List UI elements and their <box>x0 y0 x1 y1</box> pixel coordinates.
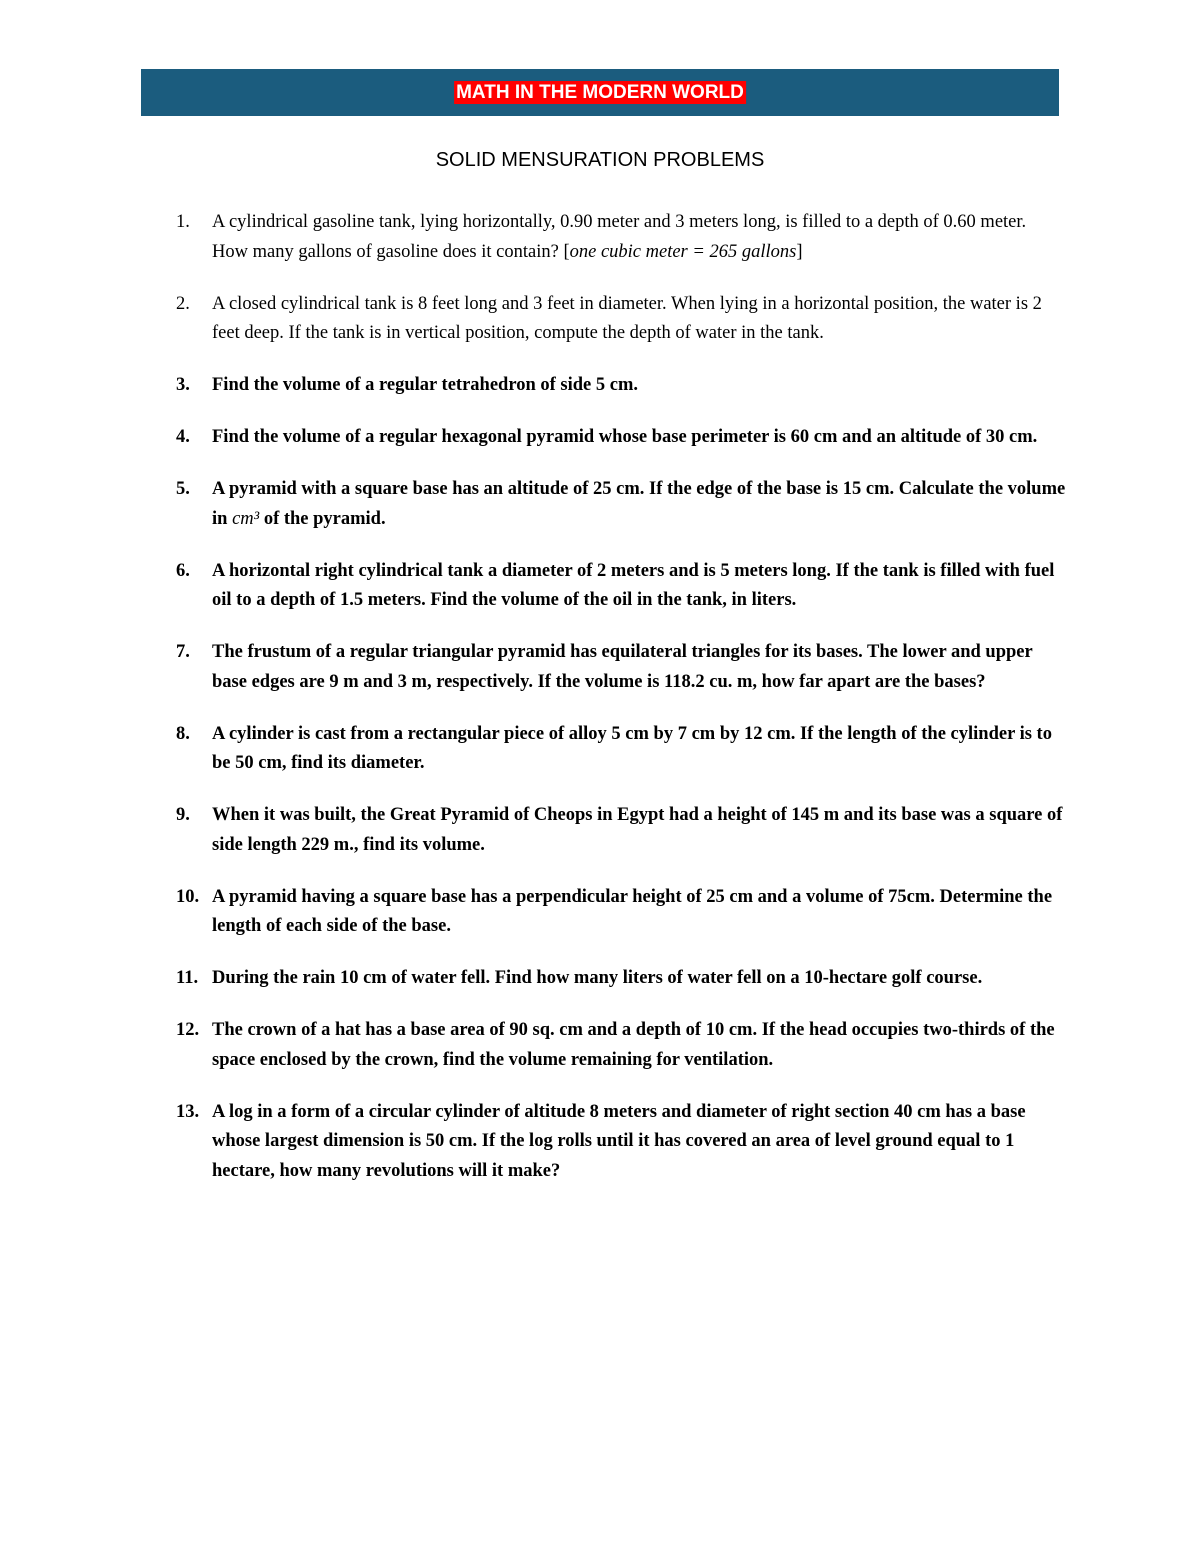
problem-item-8 <box>176 720 1066 779</box>
problem-item-5 <box>176 475 1066 534</box>
problem-text: A log in a form of a circular cylinder of altitude 8 meters and diameter of right section 40 cm has a base whose largest dimension is 50 cm. If the log rolls until it has covered an area of level ground equal to 1 hectare, how many revolutions will it make? <box>212 1101 1026 1181</box>
problem-item-7 <box>176 638 1066 697</box>
problem-item-6 <box>176 557 1066 616</box>
problem-number: 1. <box>176 212 190 232</box>
problem-item-13 <box>176 1098 1066 1187</box>
problem-text: A horizontal right cylindrical tank a diameter of 2 meters and is 5 meters long. If the tank is filled with fuel oil to a depth of 1.5 meters. Find the volume of the oil in the tank, in liters. <box>212 560 1055 610</box>
problem-text: Find the volume of a regular tetrahedron of side 5 cm. <box>212 375 638 395</box>
problem-item-10 <box>176 883 1066 942</box>
problem-number: 6. <box>176 560 190 581</box>
problem-list <box>176 208 1066 1209</box>
problem-item-11 <box>176 964 1066 994</box>
problem-number: 2. <box>176 293 190 314</box>
problem-item-12 <box>176 1016 1066 1075</box>
problem-text: A pyramid with a square base has an altitude of 25 cm. If the edge of the base is 15 cm. Calculate the volume in <box>212 479 1066 529</box>
problem-text: During the rain 10 cm of water fell. Find how many liters of water fell on a 10-hectare golf course. <box>212 968 983 988</box>
header-title: MATH IN THE MODERN WORLD <box>456 82 744 103</box>
problem-item-4 <box>176 423 1066 453</box>
problem-text: A cylindrical gasoline tank, lying horizontally, 0.90 meter and 3 meters long, is filled to a depth of 0.60 meter. How many gallons of gasoline does it contain? <box>212 212 1027 262</box>
problem-text: A closed cylindrical tank is 8 feet long and 3 feet in diameter. When lying in a horizontal position, the water is 2 feet deep. If the tank is in vertical position, compute the depth of water in the tank. <box>212 293 1042 343</box>
header-band <box>141 69 1059 116</box>
document-title: SOLID MENSURATION PROBLEMS <box>435 149 765 171</box>
problem-item-1 <box>176 208 1066 267</box>
problem-item-3 <box>176 371 1066 401</box>
problem-number: 4. <box>176 427 190 447</box>
problem-number: 10. <box>176 886 200 907</box>
problem-item-9 <box>176 801 1066 860</box>
problem-number: 11. <box>176 968 199 988</box>
problem-text: A pyramid having a square base has a perpendicular height of 25 cm and a volume of 75cm. Determine the length of each side of the base. <box>212 886 1053 936</box>
problem-number: 12. <box>176 1020 200 1040</box>
problem-text: A cylinder is cast from a rectangular piece of alloy 5 cm by 7 cm by 12 cm. If the length of the cylinder is to be 50 cm, find its diameter. <box>212 723 1052 773</box>
unit-cubic-cm: cm³ <box>232 508 260 529</box>
problem-text: The frustum of a regular triangular pyramid has equilateral triangles for its bases. The lower and upper base edges are 9 m and 3 m, respectively. If the volume is 118.2 cu. m, how far apart are the bases? <box>212 642 1033 692</box>
problem-number: 9. <box>176 805 190 825</box>
conversion-note: one cubic meter = 265 gallons <box>569 241 797 262</box>
problem-text: Find the volume of a regular hexagonal pyramid whose base perimeter is 60 cm and an altitude of 30 cm. <box>212 427 1038 447</box>
problem-number: 5. <box>176 479 190 499</box>
problem-item-2 <box>176 290 1066 349</box>
problem-number: 7. <box>176 642 190 662</box>
problem-text: When it was built, the Great Pyramid of Cheops in Egypt had a height of 145 m and its base was a square of side length 229 m., find its volume. <box>212 805 1063 855</box>
problem-text: The crown of a hat has a base area of 90 sq. cm and a depth of 10 cm. If the head occupies two-thirds of the space enclosed by the crown, find the volume remaining for ventilation. <box>212 1020 1055 1070</box>
note-close-bracket: ] <box>796 241 803 262</box>
note-open-bracket: [ <box>563 241 570 262</box>
problem-number: 8. <box>176 723 190 744</box>
problem-number: 13. <box>176 1101 200 1122</box>
problem-text-end: of the pyramid. <box>259 508 386 529</box>
problem-number: 3. <box>176 375 190 395</box>
